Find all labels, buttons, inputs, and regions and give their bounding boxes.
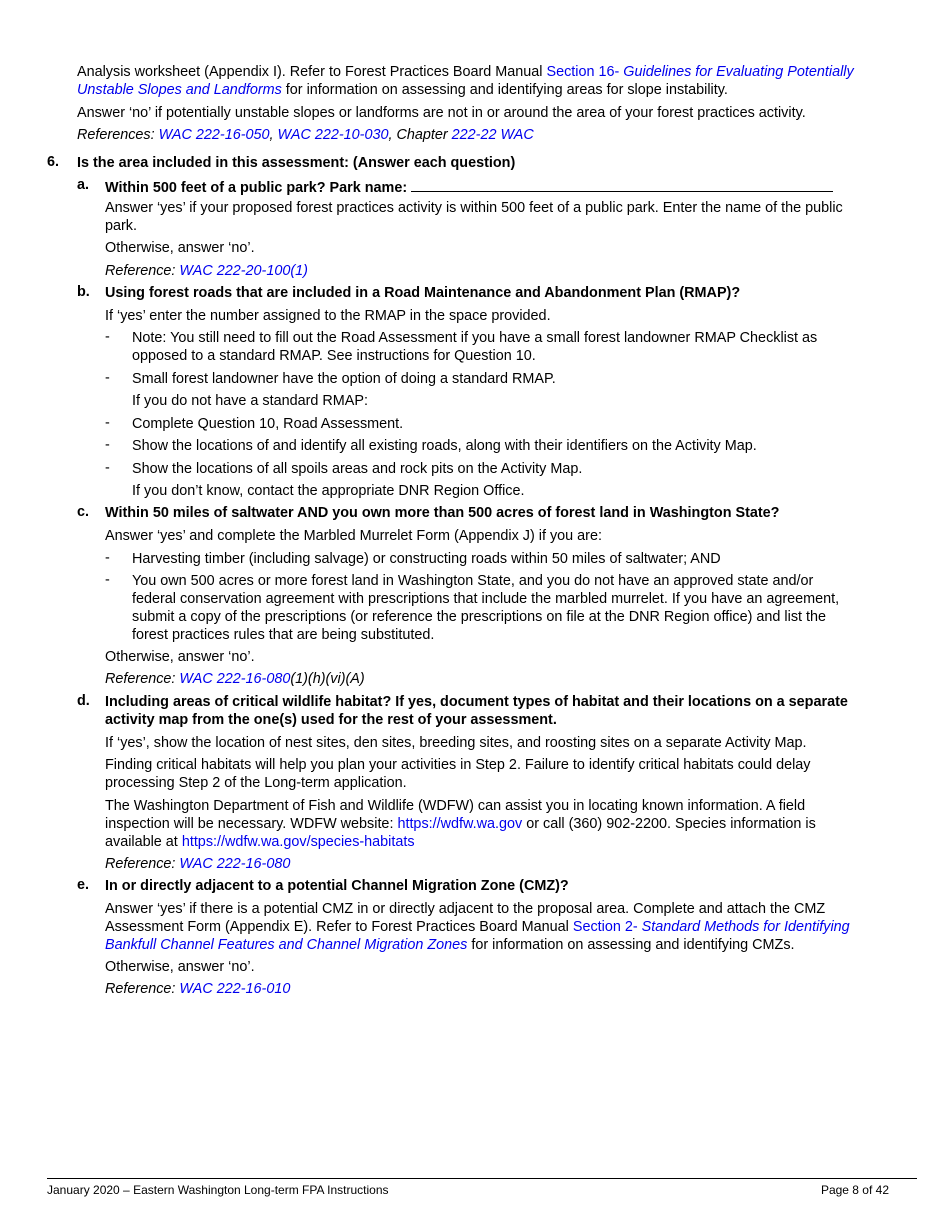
question-6b-note-2: opposed to a standard RMAP. See instructions for Question 10. <box>132 348 536 364</box>
ref-wac-222-10-030-link[interactable]: WAC 222-10-030 <box>277 127 389 143</box>
question-6e-letter: e. <box>77 877 90 893</box>
list-dash: - <box>105 550 110 566</box>
question-6d-letter: d. <box>77 693 90 709</box>
intro-line-1 <box>77 63 922 81</box>
question-6d-para-1: If ‘yes’, show the location of nest sites, den sites, breeding sites, and roosting sites on a separate Activity Map. <box>105 735 807 751</box>
question-6b-complete: Complete Question 10, Road Assessment. <box>132 416 404 432</box>
question-6c-otherwise: Otherwise, answer ‘no’. <box>105 649 255 665</box>
ref-wac-222-16-080-link[interactable]: WAC 222-16-080 <box>179 856 291 872</box>
question-6d-para-3-line-3: available at https://wdfw.wa.gov/species-habitats <box>105 834 415 850</box>
wdfw-website-link[interactable]: https://wdfw.wa.gov <box>397 816 523 832</box>
park-name-field[interactable] <box>411 177 833 192</box>
question-6d-para-2-line-2: processing Step 2 of the Long-term application. <box>105 775 407 791</box>
question-6e-otherwise: Otherwise, answer ‘no’. <box>105 959 255 975</box>
intro-references: References: WAC 222-16-050, WAC 222-10-030, Chapter 222-22 WAC <box>77 127 534 143</box>
question-6c-title: Within 50 miles of saltwater AND you own more than 500 acres of forest land in Washington State? <box>105 505 780 521</box>
board-manual-section-16-link[interactable]: Section 16- Guidelines for Evaluating Potentially <box>546 64 854 80</box>
question-6c-letter: c. <box>77 504 90 520</box>
question-6b-letter: b. <box>77 284 90 300</box>
question-6c-item-2-line-1: You own 500 acres or more forest land in Washington State, and you do not have an approved state and/or <box>132 573 814 589</box>
wdfw-species-habitats-link[interactable]: https://wdfw.wa.gov/species-habitats <box>181 834 415 850</box>
list-dash: - <box>105 572 110 588</box>
question-6d-para-2-line-1: Finding critical habitats will help you plan your activities in Step 2. Failure to identify critical habitats could delay <box>105 757 811 773</box>
question-6a-reference: Reference: WAC 222-20-100(1) <box>105 263 308 279</box>
footer-page-number: Page 8 of 42 <box>820 1183 889 1197</box>
question-6-number: 6. <box>47 154 60 170</box>
list-dash: - <box>105 460 110 476</box>
question-6a-line-2: park. <box>105 218 137 234</box>
intro-line-2: Unstable Slopes and Landforms for information on assessing and identifying areas for slope instability. <box>77 82 728 98</box>
question-6d-title-1: Including areas of critical wildlife habitat? If yes, document types of habitat and their locations on a separate <box>105 694 848 710</box>
question-6a-letter: a. <box>77 177 90 193</box>
question-6e-line-1: Answer ‘yes’ if there is a potential CMZ in or directly adjacent to the proposal area. Complete and attach the CMZ <box>105 901 826 917</box>
list-dash: - <box>105 329 110 345</box>
ref-wac-222-20-100-link[interactable]: WAC 222-20-100(1) <box>179 263 308 279</box>
footer-document-title: January 2020 – Eastern Washington Long-term FPA Instructions <box>47 1183 389 1197</box>
question-6b-show-roads: Show the locations of and identify all existing roads, along with their identifiers on the Activity Map. <box>132 438 757 454</box>
question-6d-para-3-line-1: The Washington Department of Fish and Wildlife (WDFW) can assist you in locating known information. A field <box>105 798 806 814</box>
ref-wac-222-16-080-link[interactable]: WAC 222-16-080 <box>179 671 291 687</box>
question-6b-intro: If ‘yes’ enter the number assigned to the RMAP in the space provided. <box>105 308 551 324</box>
ref-wac-222-16-050-link[interactable]: WAC 222-16-050 <box>158 127 270 143</box>
list-dash: - <box>105 370 110 386</box>
question-6a-line-1: Answer ‘yes’ if your proposed forest practices activity is within 500 feet of a public park. Enter the name of the public <box>105 200 843 216</box>
question-6c-intro: Answer ‘yes’ and complete the Marbled Murrelet Form (Appendix J) if you are: <box>105 528 602 544</box>
question-6b-note-1: Note: You still need to fill out the Road Assessment if you have a small forest landowner RMAP Checklist as <box>132 330 818 346</box>
question-6-title: Is the area included in this assessment: (Answer each question) <box>77 155 516 171</box>
question-6b-small-landowner: Small forest landowner have the option of doing a standard RMAP. <box>132 371 556 387</box>
question-6d-title-2: activity map from the one(s) used for the rest of your assessment. <box>105 712 557 728</box>
list-dash: - <box>105 415 110 431</box>
board-manual-section-2-link-cont[interactable]: Bankfull Channel Features and Channel Migration Zones <box>105 937 468 953</box>
question-6c-item-2-line-3: submit a copy of the prescriptions (or reference the prescriptions on file at the DNR Region office) and list the <box>132 609 827 625</box>
question-6c-reference: Reference: WAC 222-16-080(1)(h)(vi)(A) <box>105 671 365 687</box>
question-6b-dont-know: If you don’t know, contact the appropriate DNR Region Office. <box>132 483 525 499</box>
question-6a-title: Within 500 feet of a public park? Park name: <box>105 177 915 197</box>
question-6c-item-2-line-4: forest practices rules that are being substituted. <box>132 627 435 643</box>
question-6e-reference: Reference: WAC 222-16-010 <box>105 981 291 997</box>
board-manual-section-2-link[interactable]: Section 2- Standard Methods for Identifying <box>572 919 850 935</box>
question-6d-para-3-line-2: inspection will be necessary. WDFW website: https://wdfw.wa.gov or call (360) 902-2200. Species information is <box>105 816 816 832</box>
ref-chapter-222-22-link[interactable]: 222-22 WAC <box>451 127 534 143</box>
intro-text: Analysis worksheet (Appendix I). Refer to Forest Practices Board Manual <box>77 64 547 80</box>
question-6b-if-not: If you do not have a standard RMAP: <box>132 393 368 409</box>
question-6a-otherwise: Otherwise, answer ‘no’. <box>105 240 255 256</box>
ref-wac-222-16-010-link[interactable]: WAC 222-16-010 <box>179 981 291 997</box>
list-dash: - <box>105 437 110 453</box>
question-6c-item-1: Harvesting timber (including salvage) or constructing roads within 50 miles of saltwater; AND <box>132 551 721 567</box>
board-manual-section-16-link-cont[interactable]: Unstable Slopes and Landforms <box>77 82 282 98</box>
question-6d-reference: Reference: WAC 222-16-080 <box>105 856 291 872</box>
question-6c-item-2-line-2: federal conservation agreement with prescriptions that include the marbled murrelet. If you have an agreement, <box>132 591 840 607</box>
question-6b-show-spoils: Show the locations of all spoils areas and rock pits on the Activity Map. <box>132 461 583 477</box>
question-6e-title: In or directly adjacent to a potential Channel Migration Zone (CMZ)? <box>105 878 569 894</box>
question-6e-line-2: Assessment Form (Appendix E). Refer to Forest Practices Board Manual Section 2- Standard Methods for Identifying <box>105 919 850 935</box>
question-6e-line-3: Bankfull Channel Features and Channel Migration Zones for information on assessing and identifying CMZs. <box>105 937 795 953</box>
intro-answer-no: Answer ‘no’ if potentially unstable slopes or landforms are not in or around the area of your forest practices activity. <box>77 105 806 121</box>
footer-divider <box>47 1178 917 1179</box>
question-6b-title: Using forest roads that are included in a Road Maintenance and Abandonment Plan (RMAP)? <box>105 285 741 301</box>
